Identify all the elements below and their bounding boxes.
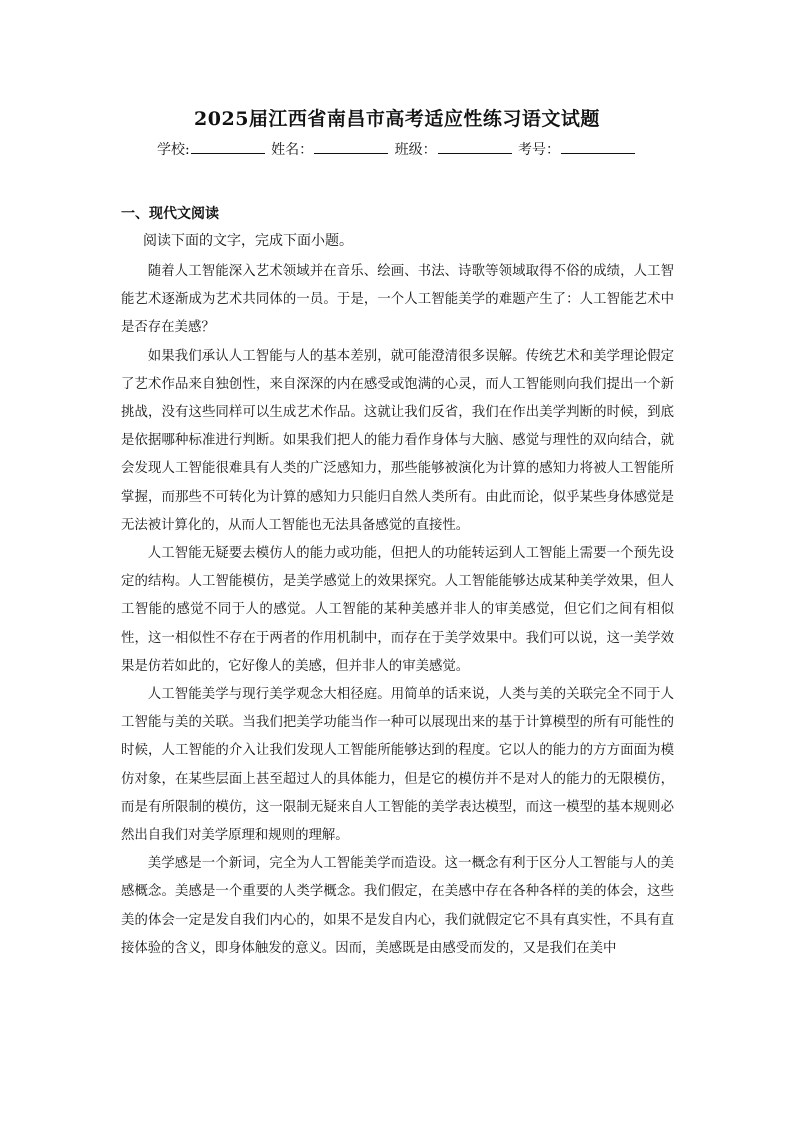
passage-paragraph: 人工智能无疑要去模仿人的能力或功能，但把人的功能转运到人工智能上需要一个预先设定的结构。人工智能模仿，是美学感觉上的效果探究。人工智能能够达成某种美学效果，但人工智能的感觉不同于人的感觉。人工智能的某种美感并非人的审美感觉，但它们之间有相似性，这一相似性不存在于两者的作用机制中，而存在于美学效果中。我们可以说，这一美学效果是仿若如此的，它好像人的美感，但并非人的审美感觉。 (121, 546, 674, 674)
class-blank (438, 141, 512, 154)
passage-paragraph: 随着人工智能深入艺术领域并在音乐、绘画、书法、诗歌等领域取得不俗的成绩，人工智能艺术逐渐成为艺术共同体的一员。于是，一个人工智能美学的难题产生了：人工智能艺术中是否存在美感？ (121, 264, 674, 336)
school-blank (191, 141, 265, 154)
exam-number-blank (561, 141, 635, 154)
section-heading: 一、现代文阅读 (121, 206, 219, 222)
name-blank (314, 141, 388, 154)
class-label: 班级： (394, 142, 437, 158)
student-info-line (0, 139, 794, 159)
passage-paragraph: 人工智能美学与现行美学观念大相径庭。用简单的话来说，人类与美的关联完全不同于人工智能与美的关联。当我们把美学功能当作一种可以展现出来的基于计算模型的所有可能性的时候，人工智能的介入让我们发现人工智能所能够达到的程度。它以人的能力的方方面面为模仿对象，在某些层面上甚至超过人的具体能力，但是它的模仿并不是对人的能力的无限模仿，而是有所限制的模仿，这一限制无疑来自人工智能的美学表达模型，而这一模型的基本规则必然出自我们对美学原理和规则的理解。 (121, 687, 674, 844)
exam-number-label: 考号： (518, 142, 561, 158)
page-title: 2025届江西省南昌市高考适应性练习语文试题 (194, 108, 600, 130)
passage-paragraph: 美学感是一个新词，完全为人工智能美学而造设。这一概念有利于区分人工智能与人的美感概念。美感是一个重要的人类学概念。我们假定，在美感中存在各种各样的美的体会，这些美的体会一定是发自我们内心的，如果不是发自内心，我们就假定它不具有真实性，不具有直接体验的含义，即身体触发的意义。因而，美感既是由感受而发的，又是我们在美中 (121, 856, 674, 956)
school-label: 学校: (156, 142, 190, 158)
passage-paragraph: 如果我们承认人工智能与人的基本差别，就可能澄清很多误解。传统艺术和美学理论假定了艺术作品来自独创性，来自深深的内在感受或饱满的心灵，而人工智能则向我们提出一个新挑战，没有这些同样可以生成艺术作品。这就让我们反省，我们在作出美学判断的时候，到底是依据哪种标准进行判断。如果我们把人的能力看作身体与大脑、感觉与理性的双向结合，就会发现人工智能很难具有人类的广泛感知力，那些能够被演化为计算的感知力将被人工智能所掌握，而那些不可转化为计算的感知力只能归自然人类所有。由此而论，似乎某些身体感觉是无法被计算化的，从而人工智能也无法具备感觉的直接性。 (121, 348, 674, 533)
reading-passage (121, 258, 674, 963)
name-label: 姓名： (271, 142, 314, 158)
reading-instruction: 阅读下面的文字，完成下面小题。 (143, 233, 353, 249)
